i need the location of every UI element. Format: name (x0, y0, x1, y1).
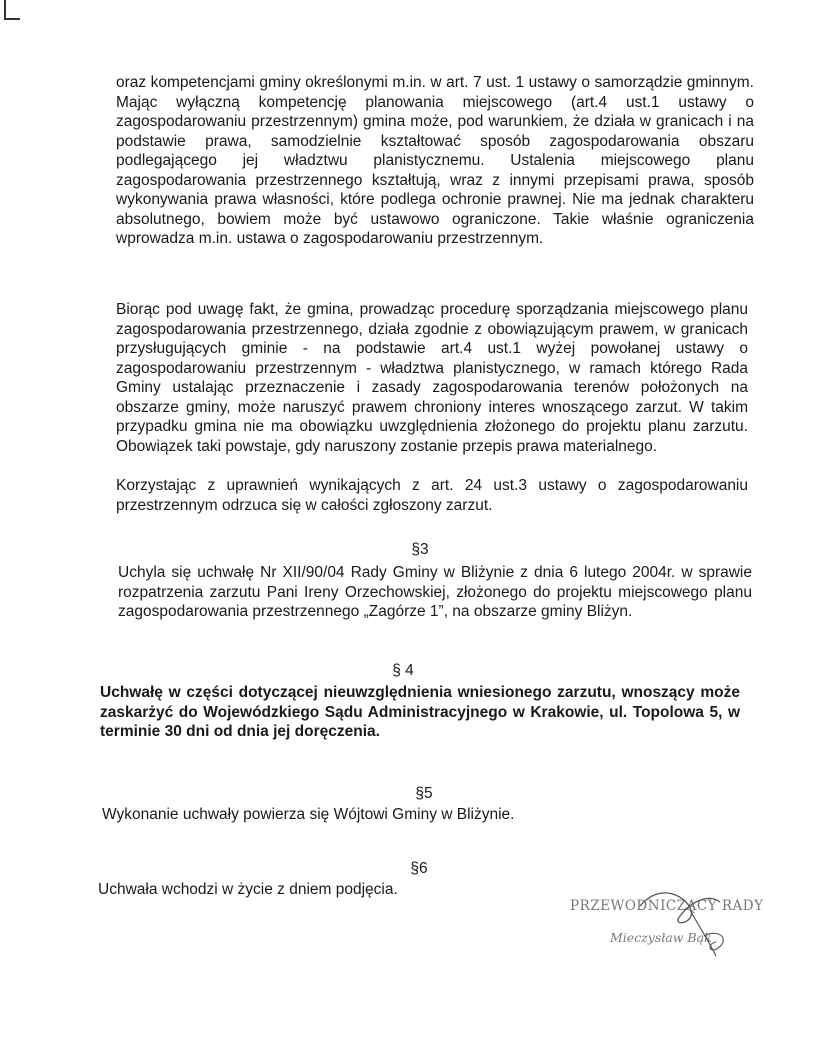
stamp-title: PRZEWODNICZĄCY RADY (570, 898, 764, 914)
chairman-stamp (570, 888, 770, 968)
section-3-text: Uchyla się uchwałę Nr XII/90/04 Rady Gminy w Bliżynie z dnia 6 lutego 2004r. w sprawie rozpatrzenia zarzutu Pani Ireny Orzechowskiej, złożonego do projektu miejscowego planu zagospodarowania przestrzennego „Zagórze 1”, na obszarze gminy Bliżyn. (118, 564, 752, 620)
section-6-text: Uchwała wchodzi w życie z dniem podjęcia. (98, 881, 398, 898)
section-5-heading: §5 (415, 785, 433, 802)
stamp-name: Mieczysław Bąk (610, 930, 712, 945)
paragraph-rejection: Korzystając z uprawnień wynikających z art. 24 ust.3 ustawy o zagospodarowaniu przestrzennym odrzuca się w całości zgłoszony zarzut. (116, 477, 748, 514)
paragraph-competences: oraz kompetencjami gminy określonymi m.in. w art. 7 ust. 1 ustawy o samorządzie gminnym. Mając wyłączną kompetencję planowania miejscowego (art.4 ust.1 ustawy o zagospodarowaniu przestrzennym) gmina może, pod warunkiem, że działa w granicach i na podstawie prawa, samodzielnie kształtować sposób zagospodarowania obszaru podlegającego jej władztwu planistycznemu. Ustalenia miejscowego planu zagospodarowania przestrzennego kształtują, wraz z innymi przepisami prawa, sposób wykonywania prawa własności, które podlega ochronie prawnej. Nie ma jednak charakteru absolutnego, bowiem może być ustawowo ograniczone. Takie właśnie ograniczenia wprowadza m.in. ustawa o zagospodarowaniu przestrzennym. (116, 74, 754, 247)
staple-mark (4, 0, 20, 20)
section-4-text: Uchwałę w części dotyczącej nieuwzględnienia wniesionego zarzutu, wnoszący może zaskarżyć do Wojewódzkiego Sądu Administracyjnego w Krakowie, ul. Topolowa 5, w terminie 30 dni od dnia jej doręczenia. (100, 684, 740, 740)
section-5-text: Wykonanie uchwały powierza się Wójtowi Gminy w Bliżynie. (102, 806, 515, 823)
section-3-heading: §3 (411, 541, 429, 558)
section-6-heading: §6 (410, 860, 428, 877)
paragraph-reasoning: Biorąc pod uwagę fakt, że gmina, prowadząc procedurę sporządzania miejscowego planu zagospodarowania przestrzennego, działa zgodnie z obowiązującym prawem, w granicach przysługujących gminie - na podstawie art.4 ust.1 wyżej powołanej ustawy o zagospodarowaniu przestrzennym - władztwa planistycznego, w ramach którego Rada Gminy ustalając przeznaczenie i zasady zagospodarowania terenów położonych na obszarze gminy, może naruszyć prawem chroniony interes wnoszącego zarzut. W takim przypadku gmina nie ma obowiązku uwzględnienia złożonego do projektu planu zarzutu. Obowiązek taki powstaje, gdy naruszony zostanie przepis prawa materialnego. (116, 301, 748, 455)
section-4-heading: § 4 (392, 662, 414, 679)
handwritten-signature (570, 888, 770, 968)
